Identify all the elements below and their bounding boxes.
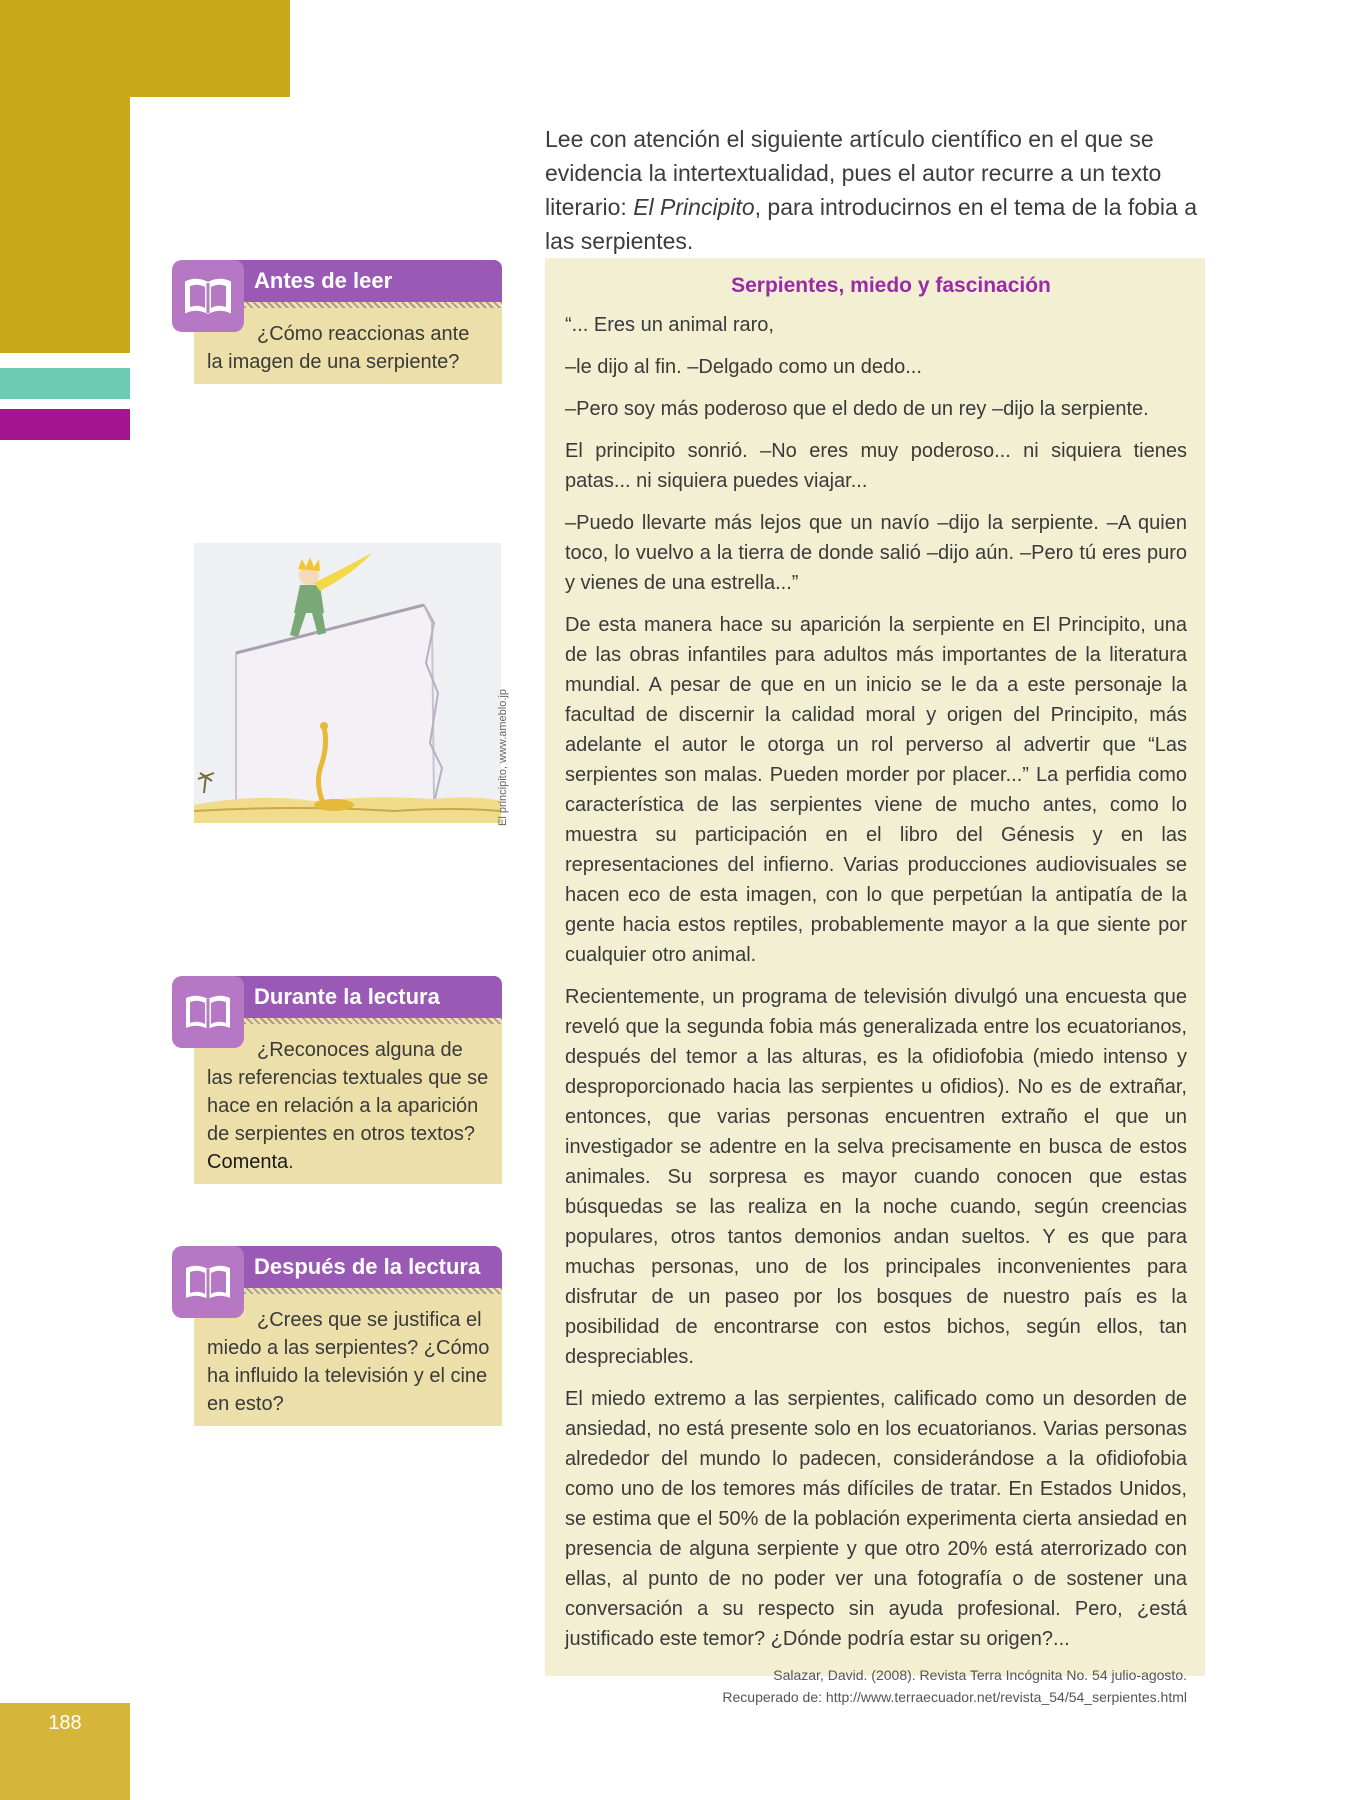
- article-paragraph: –Pero soy más poderoso que el dedo de un rey –dijo la serpiente.: [565, 398, 1149, 420]
- decorative-teal-bar: [0, 368, 130, 399]
- open-book-icon: [172, 1246, 244, 1318]
- article-paragraph: –Puedo llevarte más lejos que un navío –dijo la serpiente. –A quien toco, lo vuelvo a la tierra de donde salió –dijo aún. –Pero tú eres puro y vienes de una estrella...”: [565, 512, 1187, 594]
- intro-text: Lee con atención el siguiente artículo científico en el que se evidencia la intertextualidad, pues el autor recurre a un texto literario: El Principito, para introducirnos en el tema de la fobia a las serpientes.: [545, 126, 1198, 254]
- guide-question: ¿Reconoces alguna de las referencias textuales que se hace en relación a la aparición de serpientes en otros textos? Comenta.: [194, 1024, 502, 1184]
- article-box: [545, 258, 1205, 1705]
- article-paragraph: De esta manera hace su aparición la serpiente en El Principito, una de las obras infantiles para adultos más importantes de la literatura mundial. A pesar de que en un inicio se le da a este personaje la facultad de discernir la calidad moral y origen del Principito, más adelante el autor le otorga un rol perverso al advertir que “Las serpientes son malas. Pueden morder por placer...” La perfidia como característica de las serpientes viene de mucho antes, como lo muestra su participación en el libro del Génesis y en las representaciones del infierno. Varias producciones audiovisuales se hacen eco de esta imagen, con lo que perpetúan la antipatía de la gente hacia estos reptiles, probablemente mayor a la que siente por cualquier otro animal.: [565, 614, 1187, 966]
- article-paragraph: –le dijo al fin. –Delgado como un dedo...: [565, 356, 922, 378]
- guide-question: ¿Cómo reaccionas ante la imagen de una serpiente?: [194, 308, 502, 384]
- decorative-gold-sidebar: [0, 97, 130, 353]
- guide-title: Durante la lectura: [216, 976, 502, 1018]
- decorative-magenta-bar: [0, 409, 130, 440]
- article-paragraph: El principito sonrió. –No eres muy poderoso... ni siquiera tienes patas... ni siquiera puedes viajar...: [565, 440, 1187, 492]
- article-title: Serpientes, miedo y fascinación: [731, 274, 1051, 297]
- image-credit: El principito, www.ameblo.jp: [497, 689, 509, 826]
- article-source: Salazar, David. (2008). Revista Terra Incógnita No. 54 julio-agosto. Recuperado de: http://www.terraecuador.net/revista_54/54_serpientes.html: [722, 1667, 1187, 1705]
- article-paragraph: Recientemente, un programa de televisión divulgó una encuesta que reveló que la segunda fobia más generalizada entre los ecuatorianos, después del temor a las alturas, es la ofidiofobia (miedo intenso y desproporcionado hacia las serpientes u ofidios). No es de extrañar, entonces, que varias personas encuentren extraño el que un investigador se adentre en la selva precisamente en busca de estos animales. Su sorpresa es mayor cuando conocen que estas búsquedas se las realiza en la noche cuando, según creencias populares, otros tantos demonios andan sueltos. Y es que para muchas personas, uno de los principales inconvenientes para disfrutar de un paseo por los bosques de nuestro país es la posibilidad de encontrarse con estos bichos, según ellos, tan despreciables.: [565, 986, 1187, 1368]
- guide-question: ¿Crees que se justifica el miedo a las serpientes? ¿Cómo ha influido la televisión y el cine en esto?: [194, 1294, 502, 1426]
- article-paragraph: El miedo extremo a las serpientes, calificado como un desorden de ansiedad, no está presente solo en los ecuatorianos. Varias personas alrededor del mundo lo padecen, considerándose a la ofidiofobia como uno de los temores más difíciles de tratar. En Estados Unidos, se estima que el 50% de la población experimenta cierta ansiedad en presencia de alguna serpiente y que otro 20% está aterrorizado con ellas, al punto de no poder ver una fotografía o de sostener una conversación a su respecto sin ayuda profesional. Pero, ¿está justificado este temor? ¿Dónde podría estar su origen?...: [565, 1388, 1187, 1650]
- book-title: El Principito: [633, 194, 755, 220]
- comenta-keyword: Comenta: [207, 1151, 289, 1173]
- guide-title: Después de la lectura: [216, 1246, 502, 1288]
- open-book-icon: [172, 260, 244, 332]
- little-prince-illustration: [194, 543, 501, 823]
- guide-title: Antes de leer: [216, 260, 502, 302]
- page-number: 188: [48, 1712, 82, 1734]
- decorative-gold-block: [0, 0, 290, 97]
- open-book-icon: [172, 976, 244, 1048]
- article-paragraph: “... Eres un animal raro,: [565, 314, 774, 336]
